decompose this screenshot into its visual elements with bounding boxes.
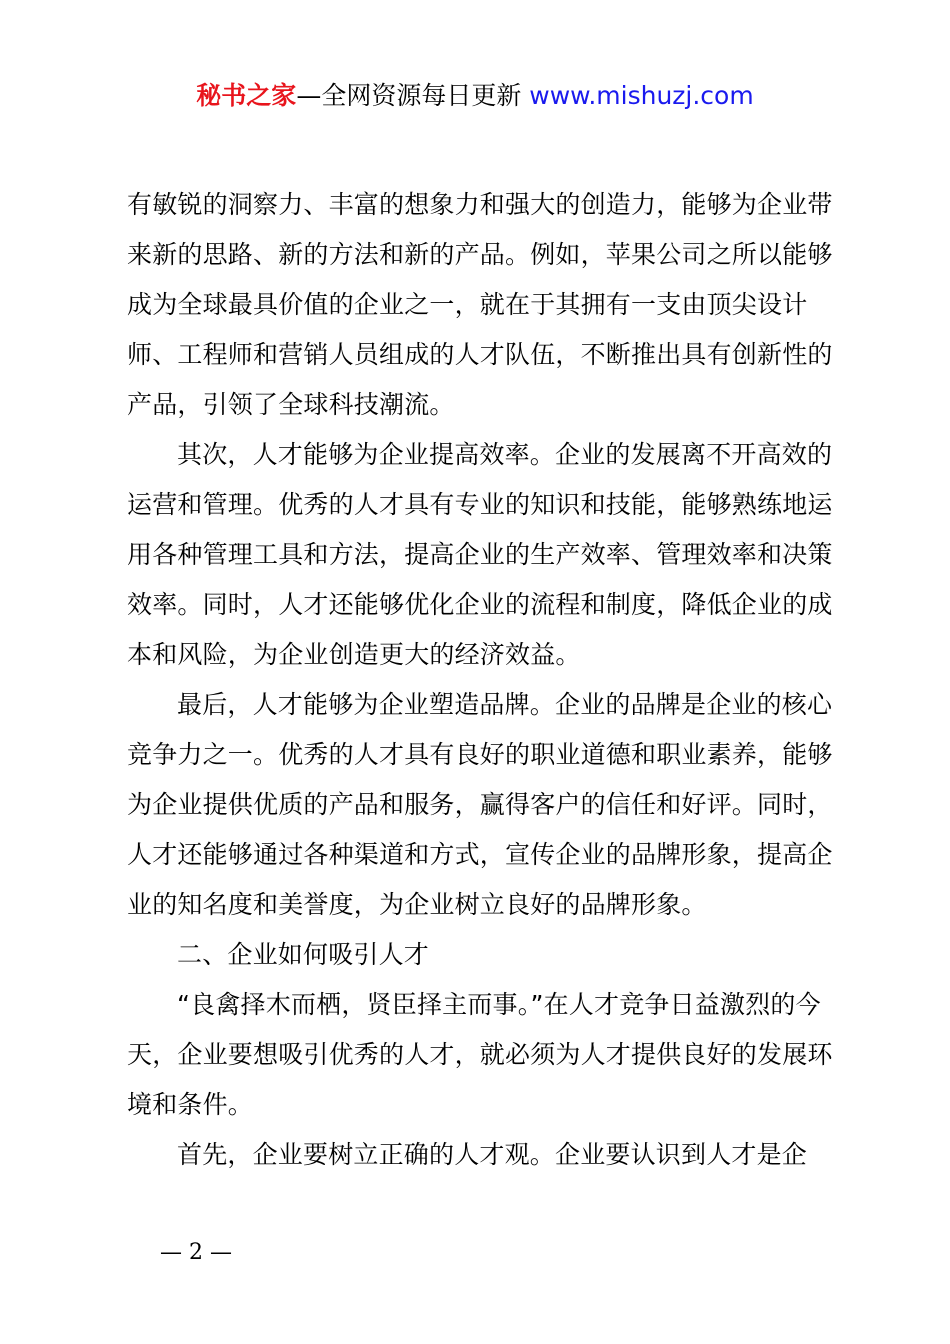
paragraph-brand: 最后，人才能够为企业塑造品牌。企业的品牌是企业的核心竞争力之一。优秀的人才具有良好的职业道德和职业素养，能够为企业提供优质的产品和服务，赢得客户的信任和好评。同时，人才还能够通过各种渠道和方式，宣传企业的品牌形象，提高企业的知名度和美誉度，为企业树立良好的品牌形象。 [127, 690, 833, 919]
site-brand: 秘书之家 [196, 81, 297, 110]
paragraph-talent-view: 首先，企业要树立正确的人才观。企业要认识到人才是企 [177, 1140, 808, 1169]
paragraph-efficiency: 其次，人才能够为企业提高效率。企业的发展离不开高效的运营和管理。优秀的人才具有专业的知识和技能，能够熟练地运用各种管理工具和方法，提高企业的生产效率、管理效率和决策效率。同时，人才还能够优化企业的流程和制度，降低企业的成本和风险，为企业创造更大的经济效益。 [127, 440, 833, 669]
site-header [0, 78, 950, 114]
page-number: — 2 — [160, 1240, 232, 1265]
site-url-link[interactable]: www.mishuzj.com [529, 81, 754, 110]
document-body [127, 180, 837, 1180]
site-slogan: —全网资源每日更新 [296, 81, 522, 110]
section-heading: 二、企业如何吸引人才 [177, 940, 430, 969]
paragraph-continuation: 有敏锐的洞察力、丰富的想象力和强大的创造力，能够为企业带来新的思路、新的方法和新的产品。例如，苹果公司之所以能够成为全球最具价值的企业之一，就在于其拥有一支由顶尖设计师、工程师和营销人员组成的人才队伍，不断推出具有创新性的产品，引领了全球科技潮流。 [127, 190, 833, 419]
paragraph-quote: “良禽择木而栖，贤臣择主而事。”在人才竞争日益激烈的今天，企业要想吸引优秀的人才，就必须为人才提供良好的发展环境和条件。 [127, 990, 833, 1119]
